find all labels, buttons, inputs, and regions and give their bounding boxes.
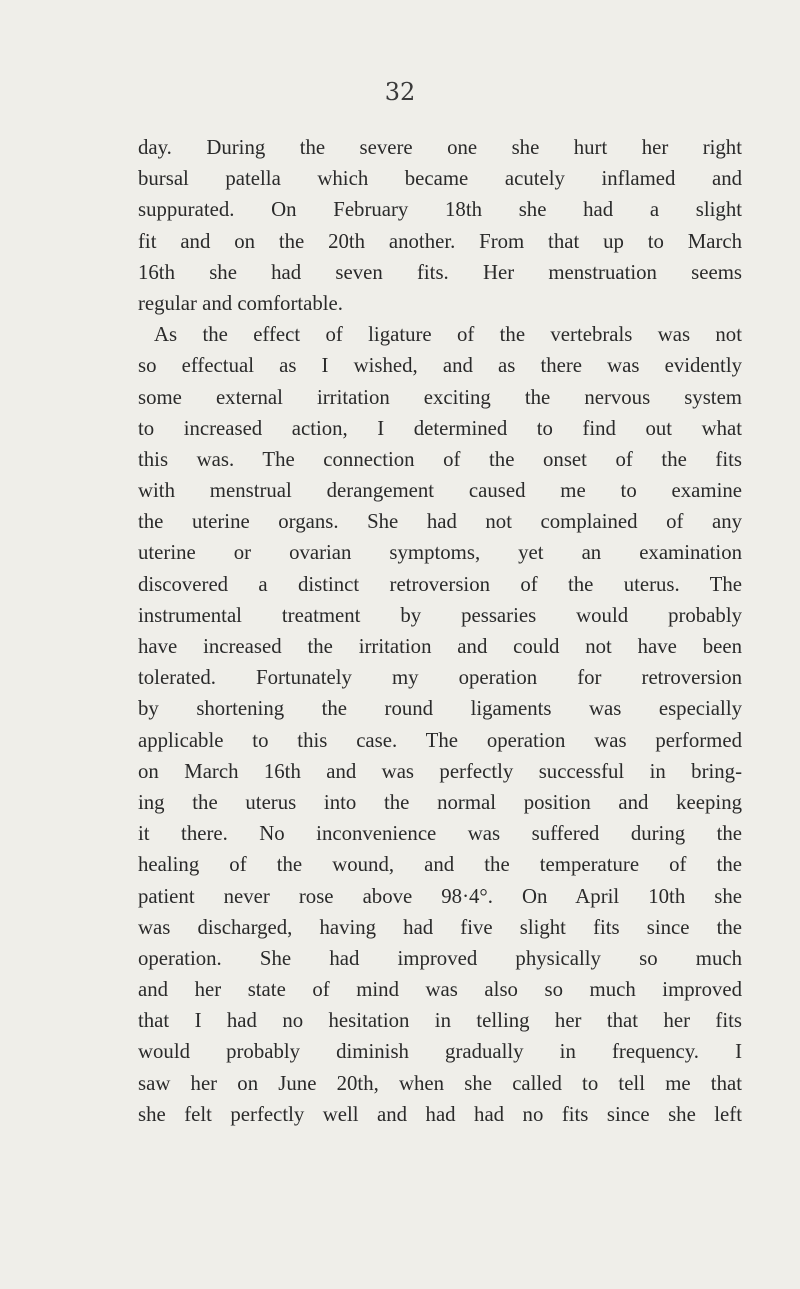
text-line: was discharged, having had five slight fits since the xyxy=(138,915,742,939)
text-line: the uterine organs. She had not complained of any xyxy=(138,510,742,534)
text-line: some external irritation exciting the nervous system xyxy=(138,385,742,409)
text-line: on March 16th and was perfectly successful in bring- xyxy=(138,759,742,783)
text-line: patient never rose above 98·4°. On April 10th she xyxy=(138,884,742,908)
text-line: regular and comfortable. xyxy=(138,291,343,315)
text-line: would probably diminish gradually in frequency. I xyxy=(138,1040,742,1064)
text-line: to increased action, I determined to find out what xyxy=(138,416,742,440)
text-line: ing the uterus into the normal position and keeping xyxy=(138,790,742,814)
text-line: uterine or ovarian symptoms, yet an examination xyxy=(138,541,742,565)
text-line: that I had no hesitation in telling her that her fits xyxy=(138,1009,742,1033)
text-line: applicable to this case. The operation was performed xyxy=(138,728,742,752)
text-line: operation. She had improved physically so much xyxy=(138,946,742,970)
text-line: it there. No inconvenience was suffered during the xyxy=(138,822,742,846)
page-number: 32 xyxy=(384,78,416,106)
text-line: instrumental treatment by pessaries would probably xyxy=(138,603,742,627)
text-line: As the effect of ligature of the vertebrals was not xyxy=(154,323,742,347)
text-line: suppurated. On February 18th she had a slight xyxy=(138,198,742,222)
text-line: with menstrual derangement caused me to examine xyxy=(138,479,742,503)
text-line: fit and on the 20th another. From that up to March xyxy=(138,229,742,253)
body-text xyxy=(138,132,742,1130)
text-line: bursal patella which became acutely inflamed and xyxy=(138,167,742,191)
text-line: she felt perfectly well and had had no fits since she left xyxy=(138,1102,742,1126)
text-line: have increased the irritation and could not have been xyxy=(138,635,742,658)
text-line: and her state of mind was also so much improved xyxy=(138,978,742,1002)
text-line: 16th she had seven fits. Her menstruation seems xyxy=(138,260,742,284)
text-line: tolerated. Fortunately my operation for retroversion xyxy=(138,666,742,690)
text-line: so effectual as I wished, and as there was evidently xyxy=(138,354,742,378)
text-line: day. During the severe one she hurt her right xyxy=(138,136,742,159)
text-line: healing of the wound, and the temperature of the xyxy=(138,853,742,877)
text-line: by shortening the round ligaments was especially xyxy=(138,697,742,721)
text-line: saw her on June 20th, when she called to tell me that xyxy=(138,1071,742,1095)
text-line: this was. The connection of the onset of the fits xyxy=(138,447,742,471)
text-line: discovered a distinct retroversion of the uterus. The xyxy=(138,572,742,596)
